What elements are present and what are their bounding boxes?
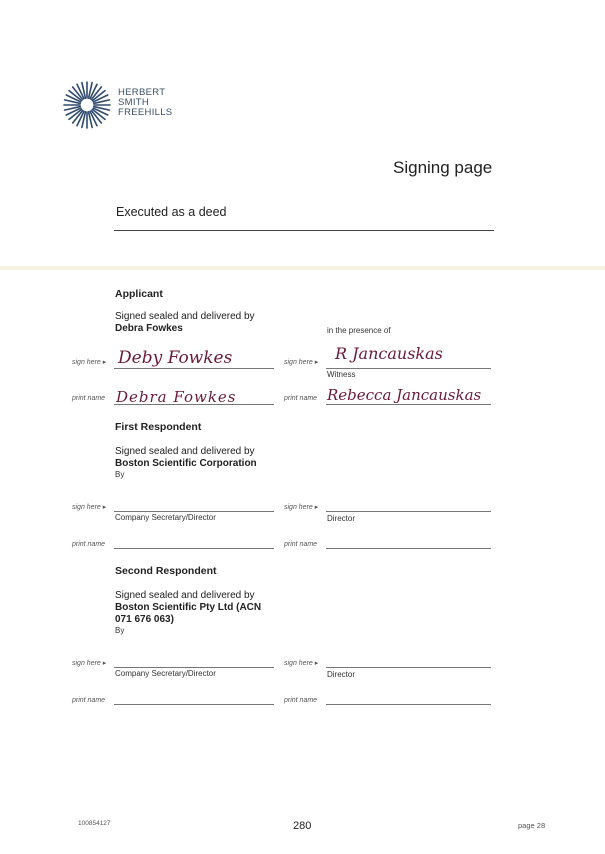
presence-text: in the presence of (327, 326, 391, 335)
witness-caption: Witness (327, 370, 356, 379)
first-respondent-caption-left: Company Secretary/Director (115, 513, 216, 522)
applicant-heading: Applicant (115, 288, 163, 300)
witness-sign-label: sign here ▸ (284, 359, 319, 366)
page-number: page 28 (518, 821, 546, 830)
witness-sign-line (326, 368, 491, 369)
second-respondent-caption-right: Director (327, 670, 356, 679)
second-respondent-sign-line-right[interactable] (326, 667, 491, 668)
applicant-sign-label: sign here ▸ (72, 359, 107, 366)
page-stamp: 280 (293, 820, 312, 832)
applicant-signature[interactable]: Deby Fowkes (118, 348, 233, 368)
logo-line-2: SMITH (118, 97, 150, 108)
second-respondent-heading: Second Respondent (115, 565, 217, 577)
title-divider (114, 230, 494, 231)
witness-print-line (326, 404, 491, 405)
page-title: Signing page (393, 158, 493, 177)
first-respondent-intro: Signed sealed and delivered by (115, 446, 255, 457)
second-respondent-sign-label-right: sign here ▸ (284, 660, 319, 667)
document-id: 100854127 (78, 820, 111, 827)
second-respondent-print-line-right[interactable] (326, 704, 491, 705)
applicant-intro: Signed sealed and delivered by (115, 311, 255, 322)
second-respondent-by: By (115, 626, 125, 635)
second-respondent-print-line-left[interactable] (114, 704, 274, 705)
first-respondent-print-line-right[interactable] (326, 548, 491, 549)
first-respondent-sign-label-right: sign here ▸ (284, 504, 319, 511)
starburst-logo-icon (62, 80, 112, 130)
applicant-name: Debra Fowkes (115, 323, 183, 334)
first-respondent-sign-line-right[interactable] (326, 511, 491, 512)
first-respondent-print-label-right: print name (284, 541, 318, 548)
witness-printed-name[interactable]: Rebecca Jancauskas (327, 386, 482, 404)
first-respondent-heading: First Respondent (115, 421, 202, 433)
second-respondent-name-line-2: 071 676 063) (115, 614, 174, 625)
scan-band (0, 266, 605, 270)
first-respondent-name: Boston Scientific Corporation (115, 458, 257, 469)
witness-print-label: print name (284, 395, 318, 402)
logo-wordmark (118, 88, 172, 118)
second-respondent-sign-label-left: sign here ▸ (72, 660, 107, 667)
first-respondent-sign-label-left: sign here ▸ (72, 504, 107, 511)
second-respondent-print-label-left: print name (72, 697, 106, 704)
applicant-printed-name[interactable]: Debra Fowkes (116, 388, 237, 406)
first-respondent-print-label-left: print name (72, 541, 106, 548)
first-respondent-by: By (115, 470, 125, 479)
first-respondent-sign-line-left[interactable] (114, 511, 274, 512)
applicant-sign-line (114, 368, 274, 369)
applicant-print-label: print name (72, 395, 106, 402)
first-respondent-print-line-left[interactable] (114, 548, 274, 549)
first-respondent-caption-right: Director (327, 514, 356, 523)
logo-line-1: HERBERT (118, 87, 166, 98)
witness-signature[interactable]: R Jancauskas (335, 344, 443, 363)
logo-line-3: FREEHILLS (118, 107, 173, 118)
second-respondent-intro: Signed sealed and delivered by (115, 590, 255, 601)
second-respondent-print-label-right: print name (284, 697, 318, 704)
second-respondent-sign-line-left[interactable] (114, 667, 274, 668)
second-respondent-name-line-1: Boston Scientific Pty Ltd (ACN (115, 602, 262, 613)
second-respondent-caption-left: Company Secretary/Director (115, 669, 216, 678)
deed-title: Executed as a deed (116, 205, 227, 219)
applicant-print-line (114, 404, 274, 405)
